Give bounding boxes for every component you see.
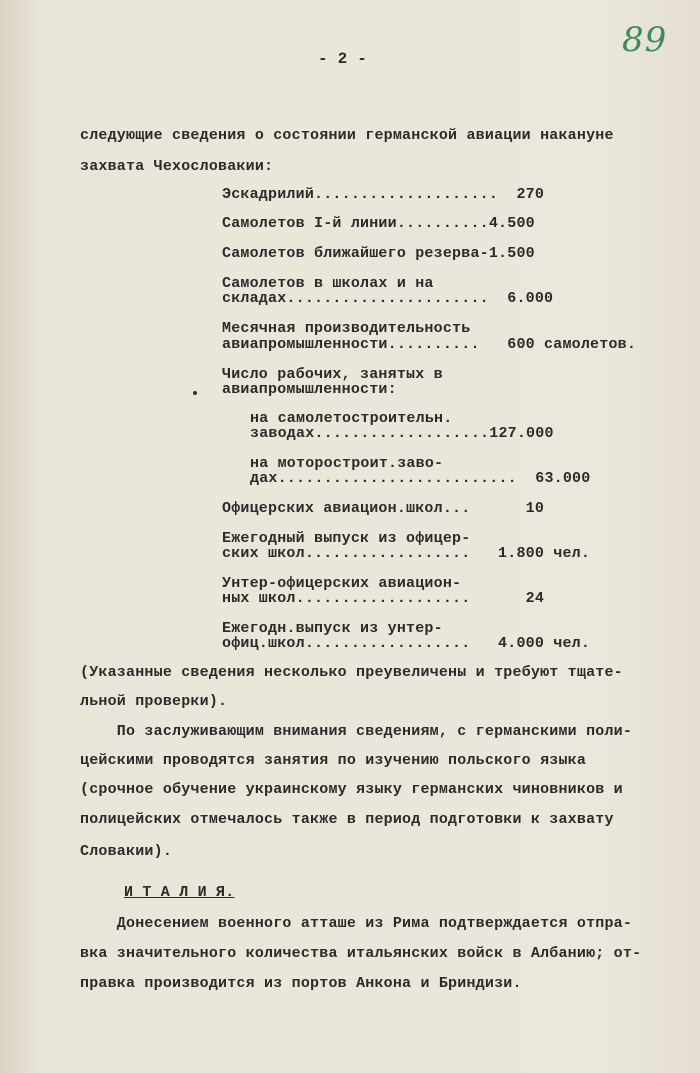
note-line-2: льной проверки). — [80, 693, 228, 710]
margin-dot — [193, 391, 197, 395]
stat-squadrons: Эскадрилий.................... 270 — [222, 186, 545, 203]
handwritten-page-number: 89 — [622, 20, 668, 60]
italy-line-3: правка производится из портов Анкона и Бриндизи. — [80, 975, 522, 992]
section-heading-italy: И Т А Л И Я. — [124, 884, 235, 901]
police-line-1: По заслуживающим внимания сведениям, с германскими поли- — [80, 723, 633, 740]
italy-line-1: Донесением военного атташе из Рима подтверждается отпра- — [80, 915, 633, 932]
stat-engine-plants-line-1: на моторостроит.заво- — [250, 455, 444, 472]
intro-line-2: захвата Чехословакии: — [80, 158, 274, 175]
police-line-5: Словакии). — [80, 843, 173, 860]
stat-officer-grads-line-1: Ежегодный выпуск из офицер- — [222, 530, 471, 547]
stat-workers-line-2: авиапромышленности: — [222, 381, 397, 398]
stat-reserve: Самолетов ближайшего резерва-1.500 — [222, 245, 535, 262]
stat-aircraft-plants-line-2: заводах...................127.000 — [250, 425, 554, 442]
stat-nco-grads-line-2: офиц.школ.................. 4.000 чел. — [222, 635, 591, 652]
stat-officer-schools: Офицерских авиацион.школ... 10 — [222, 500, 545, 517]
page-number: - 2 - — [318, 50, 368, 68]
stat-nco-schools-line-1: Унтер-офицерских авиацион- — [222, 575, 462, 592]
stat-nco-schools-line-2: ных школ................... 24 — [222, 590, 545, 607]
stat-schools-line-1: Самолетов в школах и на — [222, 275, 434, 292]
stat-engine-plants-line-2: дах.......................... 63.000 — [250, 470, 591, 487]
stat-aircraft-plants-line-1: на самолетостроительн. — [250, 410, 453, 427]
stat-workers-line-1: Число рабочих, занятых в — [222, 366, 443, 383]
note-line-1: (Указанные сведения несколько преувеличены и требуют тщате- — [80, 664, 623, 681]
police-line-3: (срочное обучение украинскому языку германских чиновников и — [80, 781, 623, 798]
stat-production-line-2: авиапромышленности.......... 600 самолетов. — [222, 336, 637, 353]
police-line-2: цейскими проводятся занятия по изучению польского языка — [80, 752, 587, 769]
stat-officer-grads-line-2: ских школ.................. 1.800 чел. — [222, 545, 591, 562]
stat-nco-grads-line-1: Ежегодн.выпуск из унтер- — [222, 620, 443, 637]
police-line-4: полицейских отмечалось также в период подготовки к захвату — [80, 811, 614, 828]
stat-schools-line-2: складах...................... 6.000 — [222, 290, 554, 307]
stat-production-line-1: Месячная производительность — [222, 320, 471, 337]
intro-line-1: следующие сведения о состоянии германской авиации накануне — [80, 127, 614, 144]
italy-line-2: вка значительного количества итальянских войск в Албанию; от- — [80, 945, 642, 962]
stat-frontline: Самолетов I-й линии..........4.500 — [222, 215, 535, 232]
